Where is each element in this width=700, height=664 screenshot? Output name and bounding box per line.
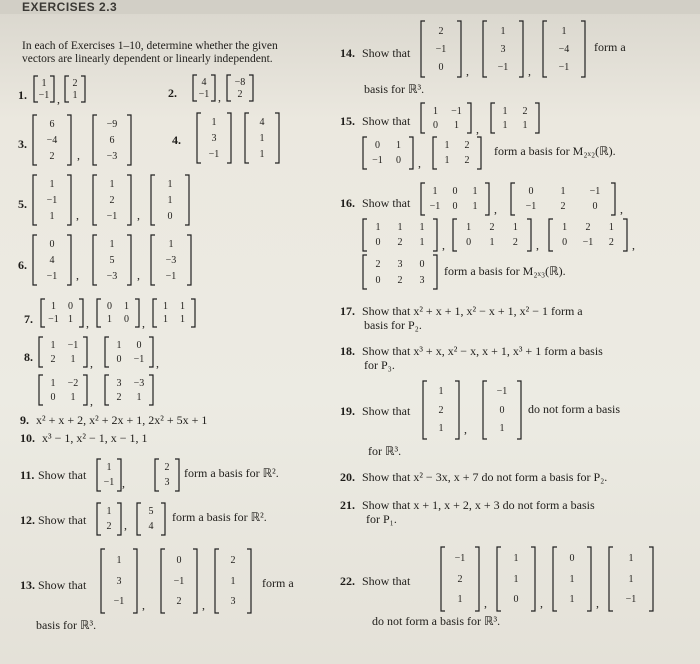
matrix-entry: −1 bbox=[497, 61, 509, 73]
exercise-13-text-b: form a bbox=[262, 576, 294, 590]
matrix-7b bbox=[96, 298, 140, 328]
matrix-13a bbox=[100, 548, 138, 614]
exercise-15-text-b: form a basis for M₂ₓ₂(ℝ). bbox=[494, 144, 616, 158]
matrix-entry: 1 bbox=[512, 222, 518, 233]
comma: , bbox=[124, 518, 127, 532]
matrix-entry: 1 bbox=[433, 105, 438, 117]
matrix-entry: 1 bbox=[438, 385, 444, 397]
matrix-entry: 2 bbox=[109, 194, 115, 206]
matrix-entry: 1 bbox=[466, 222, 472, 233]
exercise-19-text-c: for ℝ³. bbox=[368, 444, 402, 458]
matrix-15c bbox=[362, 136, 414, 170]
matrix-entry: 1 bbox=[562, 222, 568, 233]
matrix-entry: 1 bbox=[499, 423, 505, 435]
comma: , bbox=[137, 268, 140, 282]
matrix-15b bbox=[490, 102, 540, 134]
comma: , bbox=[632, 238, 635, 252]
exercise-11-text-a: Show that bbox=[38, 468, 87, 482]
matrix-entry: 0 bbox=[499, 404, 505, 416]
matrix-entry: 1 bbox=[502, 119, 508, 131]
matrix-entry: 1 bbox=[41, 77, 47, 89]
exercise-15-number: 15. bbox=[340, 114, 355, 128]
matrix-entry: 5 bbox=[109, 254, 115, 266]
matrix-entry: 0 bbox=[375, 237, 381, 248]
matrix-entry: 0 bbox=[466, 237, 472, 248]
exercise-5-number: 5. bbox=[18, 197, 27, 211]
matrix-entry: −1 bbox=[496, 385, 508, 397]
matrix-entry: 1 bbox=[438, 423, 444, 435]
exercise-16-text-b: form a basis for M₂ₓ₃(ℝ). bbox=[444, 264, 566, 278]
matrix-entry: −1 bbox=[106, 210, 118, 222]
matrix-entry: 1 bbox=[569, 573, 575, 585]
matrix-entry: 1 bbox=[168, 238, 174, 250]
matrix-entry: 4 bbox=[259, 116, 265, 128]
matrix-entry: −1 bbox=[582, 237, 594, 248]
comma: , bbox=[156, 356, 159, 370]
matrix-entry: 1 bbox=[500, 25, 506, 37]
comma: , bbox=[418, 156, 421, 170]
matrix-entry: 1 bbox=[50, 377, 56, 389]
matrix-entry: 5 bbox=[148, 506, 154, 517]
matrix-entry: 3 bbox=[500, 43, 506, 55]
matrix-entry: 2 bbox=[522, 105, 528, 117]
matrix-entry: 1 bbox=[167, 194, 173, 206]
exercise-18-text-b: for P₃. bbox=[364, 358, 395, 372]
matrix-entry: 2 bbox=[397, 274, 403, 286]
exercise-4-number: 4. bbox=[172, 133, 181, 147]
matrix-entry: −1 bbox=[372, 155, 383, 166]
matrix-entry: 2 bbox=[438, 25, 444, 37]
exercise-20-number: 20. bbox=[340, 470, 355, 484]
matrix-1a bbox=[33, 75, 55, 103]
matrix-entry: 0 bbox=[562, 237, 568, 248]
exercise-14-text-c: basis for ℝ³. bbox=[364, 82, 425, 96]
matrix-entry: 1 bbox=[419, 237, 425, 248]
matrix-entry: 1 bbox=[51, 301, 56, 312]
matrix-entry: −2 bbox=[67, 377, 79, 389]
matrix-entry: −3 bbox=[165, 254, 177, 266]
comma: , bbox=[442, 238, 445, 252]
comma: , bbox=[494, 202, 497, 216]
matrix-entry: 1 bbox=[522, 119, 528, 131]
matrix-22a bbox=[440, 546, 480, 612]
matrix-12b bbox=[136, 502, 166, 536]
matrix-entry: −1 bbox=[625, 594, 637, 606]
matrix-entry: 2 bbox=[464, 140, 470, 151]
matrix-entry: 1 bbox=[472, 201, 478, 212]
matrix-entry: −1 bbox=[133, 353, 145, 365]
matrix-entry: 2 bbox=[375, 258, 381, 270]
matrix-entry: 1 bbox=[259, 148, 265, 160]
matrix-entry: 0 bbox=[452, 186, 458, 197]
matrix-entry: 1 bbox=[124, 301, 129, 312]
comma: , bbox=[76, 208, 79, 222]
matrix-entry: −1 bbox=[429, 201, 441, 212]
comma: , bbox=[122, 476, 125, 490]
exercise-21-text-a: Show that x + 1, x + 2, x + 3 do not form a basis bbox=[362, 498, 595, 512]
matrix-entry: 1 bbox=[50, 339, 56, 351]
matrix-14b bbox=[482, 20, 524, 78]
matrix-entry: 1 bbox=[180, 301, 185, 312]
matrix-entry: −1 bbox=[38, 89, 50, 101]
matrix-entry: 1 bbox=[502, 105, 508, 117]
matrix-6a bbox=[32, 234, 72, 286]
matrix-entry: 0 bbox=[375, 274, 381, 286]
exercise-11-number: 11. bbox=[20, 468, 35, 482]
matrix-entry: 2 bbox=[230, 554, 236, 566]
matrix-entry: −4 bbox=[558, 43, 570, 55]
matrix-16d bbox=[452, 218, 532, 252]
matrix-entry: −4 bbox=[46, 134, 58, 146]
matrix-19a bbox=[422, 380, 460, 440]
matrix-8b bbox=[104, 336, 154, 368]
matrix-entry: 1 bbox=[375, 222, 381, 233]
comma: , bbox=[620, 202, 623, 216]
matrix-entry: 2 bbox=[438, 404, 444, 416]
matrix-entry: 2 bbox=[106, 521, 112, 532]
exercise-16-text-a: Show that bbox=[362, 196, 411, 210]
exercise-12-text-b: form a basis for ℝ². bbox=[172, 510, 267, 524]
comma: , bbox=[57, 92, 60, 106]
matrix-entry: 1 bbox=[432, 186, 438, 197]
matrix-entry: −3 bbox=[106, 150, 118, 162]
exercise-13-number: 13. bbox=[20, 578, 35, 592]
matrix-entry: 3 bbox=[116, 377, 122, 389]
matrix-entry: 2 bbox=[464, 155, 470, 166]
matrix-16c bbox=[362, 218, 438, 252]
matrix-entry: 0 bbox=[438, 61, 444, 73]
matrix-entry: −1 bbox=[558, 61, 570, 73]
matrix-entry: 1 bbox=[472, 186, 478, 197]
matrix-entry: 0 bbox=[50, 391, 56, 403]
matrix-entry: −1 bbox=[103, 477, 115, 488]
matrix-entry: 1 bbox=[49, 178, 55, 190]
matrix-entry: 1 bbox=[457, 594, 463, 606]
matrix-4b bbox=[244, 112, 280, 164]
matrix-entry: 1 bbox=[70, 391, 76, 403]
matrix-entry: 0 bbox=[167, 210, 173, 222]
matrix-entry: 1 bbox=[106, 506, 112, 517]
matrix-entry: 2 bbox=[489, 222, 495, 233]
comma: , bbox=[142, 316, 145, 330]
matrix-entry: −1 bbox=[165, 270, 177, 282]
intro-line-2: vectors are linearly dependent or linearly independent. bbox=[22, 53, 273, 65]
matrix-16e bbox=[548, 218, 628, 252]
matrix-entry: 2 bbox=[608, 237, 614, 248]
comma: , bbox=[202, 598, 205, 612]
matrix-entry: 1 bbox=[230, 575, 236, 587]
matrix-entry: 1 bbox=[116, 554, 122, 566]
matrix-7c bbox=[152, 298, 196, 328]
matrix-entry: 3 bbox=[230, 596, 236, 608]
matrix-entry: 0 bbox=[116, 353, 122, 365]
matrix-entry: 0 bbox=[452, 201, 458, 212]
matrix-entry: 2 bbox=[164, 462, 170, 473]
matrix-entry: 1 bbox=[396, 140, 401, 151]
matrix-entry: 4 bbox=[148, 521, 154, 532]
exercise-8-number: 8. bbox=[24, 350, 33, 364]
exercise-9-text: x² + x + 2, x² + 2x + 1, 2x² + 5x + 1 bbox=[36, 413, 208, 427]
exercise-15-text-a: Show that bbox=[362, 114, 411, 128]
comma: , bbox=[466, 64, 469, 78]
exercise-16-number: 16. bbox=[340, 196, 355, 210]
exercise-17-text-a: Show that x² + x + 1, x² − x + 1, x² − 1 form a bbox=[362, 304, 583, 318]
matrix-2a bbox=[192, 74, 216, 102]
matrix-entry: 1 bbox=[72, 89, 78, 101]
exercise-19-number: 19. bbox=[340, 404, 355, 418]
comma: , bbox=[77, 148, 80, 162]
matrix-entry: 3 bbox=[419, 274, 425, 286]
matrix-entry: 1 bbox=[489, 237, 495, 248]
matrix-entry: 6 bbox=[109, 134, 115, 146]
matrix-entry: 1 bbox=[444, 140, 450, 151]
matrix-entry: 1 bbox=[419, 222, 425, 233]
matrix-entry: 1 bbox=[397, 222, 403, 233]
matrix-entry: 2 bbox=[50, 353, 56, 365]
matrix-15d bbox=[432, 136, 482, 170]
matrix-entry: 1 bbox=[628, 573, 634, 585]
matrix-entry: −1 bbox=[208, 148, 220, 160]
matrix-entry: 1 bbox=[569, 594, 575, 606]
comma: , bbox=[218, 90, 221, 104]
matrix-3a bbox=[32, 114, 72, 166]
comma: , bbox=[536, 238, 539, 252]
matrix-entry: 3 bbox=[211, 132, 217, 144]
matrix-22d bbox=[608, 546, 654, 612]
matrix-entry: 1 bbox=[109, 178, 115, 190]
matrix-entry: 1 bbox=[109, 238, 115, 250]
matrix-entry: 2 bbox=[176, 596, 182, 608]
matrix-entry: −9 bbox=[106, 118, 118, 130]
exercise-20-text-a: Show that x² − 3x, x + 7 do not form a basis for P₂. bbox=[362, 470, 608, 484]
matrix-entry: 0 bbox=[569, 552, 575, 564]
matrix-entry: 4 bbox=[49, 254, 55, 266]
exercise-11-text-b: form a basis for ℝ². bbox=[184, 466, 279, 480]
exercise-14-text-b: form a bbox=[594, 40, 626, 54]
matrix-entry: 2 bbox=[72, 77, 78, 89]
matrix-13b bbox=[160, 548, 198, 614]
exercise-22-text-a: Show that bbox=[362, 574, 411, 588]
comma: , bbox=[528, 64, 531, 78]
matrix-entry: 2 bbox=[585, 222, 591, 233]
matrix-entry: 1 bbox=[136, 391, 142, 403]
matrix-entry: 1 bbox=[106, 462, 112, 473]
matrix-entry: −8 bbox=[234, 76, 246, 88]
matrix-entry: −1 bbox=[451, 105, 462, 117]
exercise-13-text-c: basis for ℝ³. bbox=[36, 618, 97, 632]
matrix-15a bbox=[420, 102, 472, 134]
matrix-7a bbox=[40, 298, 84, 328]
matrix-entry: 1 bbox=[180, 314, 185, 325]
matrix-entry: 1 bbox=[163, 301, 168, 312]
exercise-12-number: 12. bbox=[20, 513, 35, 527]
matrix-entry: 1 bbox=[628, 552, 634, 564]
matrix-entry: 0 bbox=[124, 314, 129, 325]
matrix-entry: −1 bbox=[454, 552, 466, 564]
matrix-entry: 2 bbox=[237, 88, 243, 100]
matrix-entry: 6 bbox=[49, 118, 55, 130]
matrix-1b bbox=[64, 75, 86, 103]
matrix-entry: −1 bbox=[67, 339, 79, 351]
matrix-entry: −1 bbox=[198, 88, 210, 100]
comma: , bbox=[142, 598, 145, 612]
matrix-entry: 0 bbox=[513, 594, 519, 606]
matrix-entry: 0 bbox=[136, 339, 142, 351]
exercise-10-text: x³ − 1, x² − 1, x − 1, 1 bbox=[42, 431, 148, 445]
section-title: EXERCISES 2.3 bbox=[22, 0, 118, 14]
matrix-22b bbox=[496, 546, 536, 612]
matrix-entry: 1 bbox=[513, 573, 519, 585]
matrix-entry: 0 bbox=[49, 238, 55, 250]
exercise-14-number: 14. bbox=[340, 46, 355, 60]
matrix-8d bbox=[104, 374, 154, 406]
matrix-entry: 1 bbox=[211, 116, 217, 128]
exercise-21-number: 21. bbox=[340, 498, 355, 512]
matrix-19b bbox=[482, 380, 522, 440]
matrix-entry: −3 bbox=[133, 377, 145, 389]
matrix-entry: 0 bbox=[396, 155, 401, 166]
exercise-22-number: 22. bbox=[340, 574, 355, 588]
comma: , bbox=[137, 208, 140, 222]
matrix-entry: 1 bbox=[167, 178, 173, 190]
matrix-5a bbox=[32, 174, 72, 226]
comma: , bbox=[484, 596, 487, 610]
comma: , bbox=[86, 316, 89, 330]
matrix-8a bbox=[38, 336, 88, 368]
matrix-entry: −1 bbox=[173, 575, 185, 587]
matrix-entry: 0 bbox=[528, 186, 534, 197]
exercise-1-number: 1. bbox=[18, 88, 27, 102]
matrix-entry: −3 bbox=[106, 270, 118, 282]
matrix-entry: 0 bbox=[433, 119, 438, 131]
comma: , bbox=[540, 596, 543, 610]
matrix-entry: 0 bbox=[419, 258, 425, 270]
matrix-entry: −1 bbox=[435, 43, 447, 55]
comma: , bbox=[76, 268, 79, 282]
matrix-14c bbox=[542, 20, 586, 78]
matrix-entry: −1 bbox=[48, 314, 59, 325]
matrix-entry: −1 bbox=[46, 270, 58, 282]
matrix-12a bbox=[96, 502, 122, 536]
exercise-17-number: 17. bbox=[340, 304, 355, 318]
exercise-19-text-a: Show that bbox=[362, 404, 411, 418]
comma: , bbox=[464, 422, 467, 436]
exercise-6-number: 6. bbox=[18, 258, 27, 272]
matrix-entry: 2 bbox=[512, 237, 518, 248]
intro-line-1: In each of Exercises 1–10, determine whether the given bbox=[22, 40, 278, 52]
matrix-entry: 2 bbox=[457, 573, 463, 585]
matrix-3b bbox=[92, 114, 132, 166]
exercise-7-number: 7. bbox=[24, 312, 33, 326]
matrix-entry: 1 bbox=[116, 339, 122, 351]
matrix-5b bbox=[92, 174, 132, 226]
comma: , bbox=[476, 122, 479, 136]
exercise-12-text-a: Show that bbox=[38, 513, 87, 527]
matrix-13c bbox=[214, 548, 252, 614]
matrix-entry: 2 bbox=[560, 201, 566, 212]
matrix-16f bbox=[362, 254, 438, 290]
matrix-4a bbox=[196, 112, 232, 164]
exercise-10-number: 10. bbox=[20, 431, 35, 445]
matrix-entry: 0 bbox=[375, 140, 380, 151]
matrix-16b bbox=[510, 182, 616, 216]
matrix-entry: −1 bbox=[46, 194, 58, 206]
matrix-entry: 2 bbox=[49, 150, 55, 162]
matrix-entry: −1 bbox=[525, 201, 537, 212]
matrix-entry: 1 bbox=[454, 119, 459, 131]
matrix-entry: 1 bbox=[107, 314, 112, 325]
matrix-entry: 1 bbox=[560, 186, 566, 197]
matrix-entry: −1 bbox=[113, 596, 125, 608]
exercise-13-text-a: Show that bbox=[38, 578, 87, 592]
comma: , bbox=[596, 596, 599, 610]
matrix-entry: 1 bbox=[49, 210, 55, 222]
matrix-16a bbox=[420, 182, 490, 216]
matrix-entry: 1 bbox=[70, 353, 76, 365]
matrix-entry: −1 bbox=[589, 186, 601, 197]
exercise-9-number: 9. bbox=[20, 413, 29, 427]
matrix-entry: 1 bbox=[561, 25, 567, 37]
exercise-18-number: 18. bbox=[340, 344, 355, 358]
matrix-entry: 1 bbox=[68, 314, 73, 325]
exercise-17-text-b: basis for P₂. bbox=[364, 318, 422, 332]
matrix-11b bbox=[154, 458, 180, 492]
matrix-entry: 0 bbox=[176, 554, 182, 566]
matrix-entry: 1 bbox=[608, 222, 614, 233]
matrix-entry: 1 bbox=[444, 155, 450, 166]
exercise-18-text-a: Show that x³ + x, x² − x, x + 1, x³ + 1 form a basis bbox=[362, 344, 603, 358]
matrix-entry: 0 bbox=[68, 301, 73, 312]
matrix-entry: 3 bbox=[116, 575, 122, 587]
matrix-entry: 3 bbox=[397, 258, 403, 270]
exercise-2-number: 2. bbox=[168, 86, 177, 100]
matrix-entry: 0 bbox=[592, 201, 598, 212]
matrix-entry: 1 bbox=[163, 314, 168, 325]
matrix-5c bbox=[150, 174, 190, 226]
matrix-6b bbox=[92, 234, 132, 286]
exercise-19-text-b: do not form a basis bbox=[528, 402, 620, 416]
exercise-14-text-a: Show that bbox=[362, 46, 411, 60]
exercise-3-number: 3. bbox=[18, 137, 27, 151]
matrix-entry: 3 bbox=[164, 477, 170, 488]
comma: , bbox=[90, 356, 93, 370]
matrix-entry: 2 bbox=[116, 391, 122, 403]
matrix-11a bbox=[96, 458, 122, 492]
matrix-entry: 1 bbox=[259, 132, 265, 144]
exercise-21-text-b: for P₁. bbox=[366, 512, 397, 526]
matrix-entry: 4 bbox=[201, 76, 207, 88]
matrix-2b bbox=[226, 74, 254, 102]
matrix-entry: 0 bbox=[107, 301, 112, 312]
comma: , bbox=[90, 394, 93, 408]
exercise-22-text-b: do not form a basis for ℝ³. bbox=[372, 614, 501, 628]
matrix-22c bbox=[552, 546, 592, 612]
matrix-entry: 2 bbox=[397, 237, 403, 248]
matrix-6c bbox=[150, 234, 192, 286]
matrix-entry: 1 bbox=[513, 552, 519, 564]
matrix-14a bbox=[420, 20, 462, 78]
matrix-8c bbox=[38, 374, 88, 406]
